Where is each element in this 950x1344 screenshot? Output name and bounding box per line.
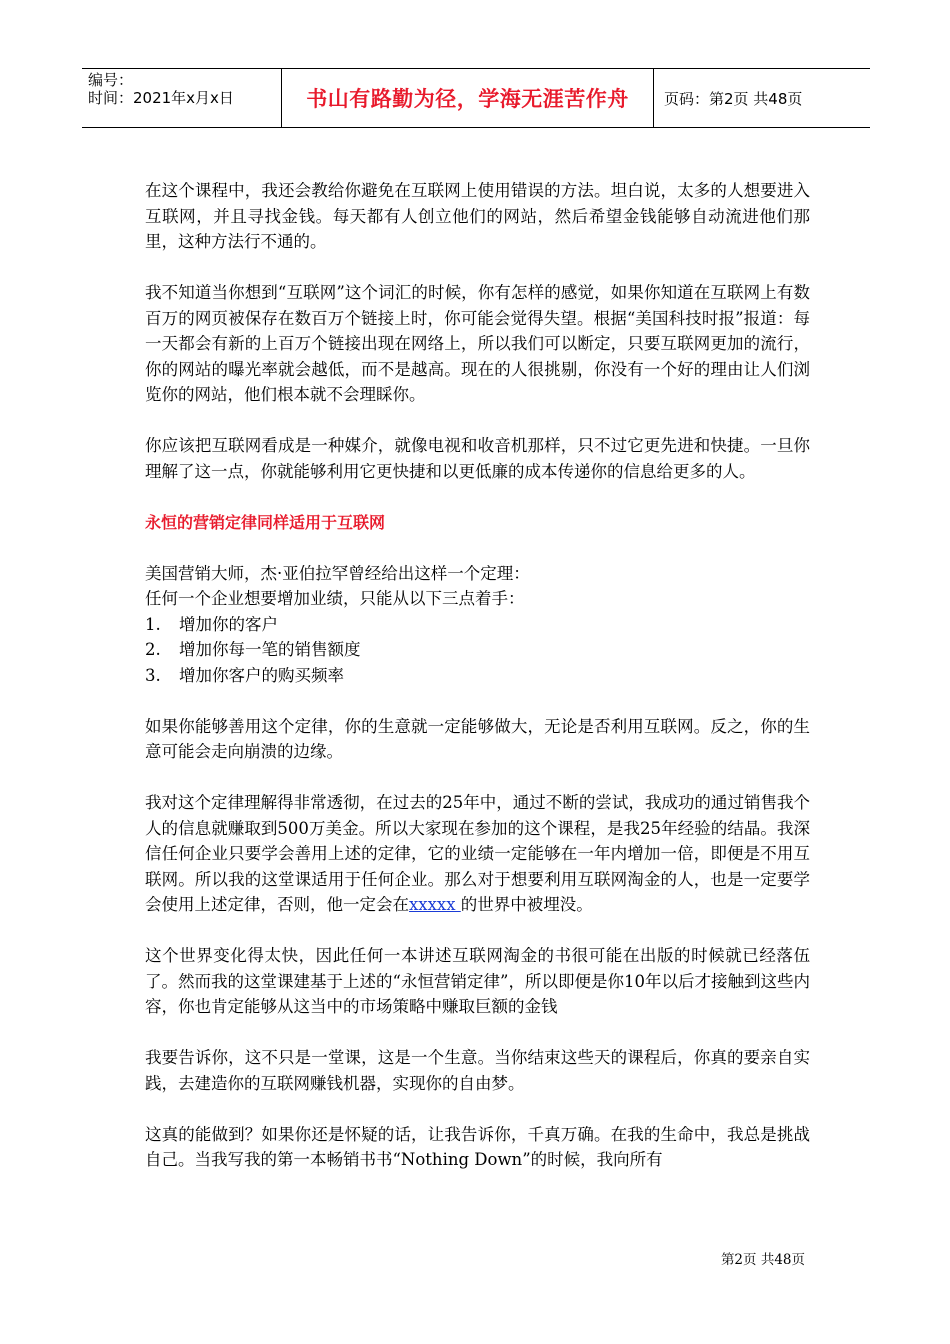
document-number-label: 编号： — [88, 71, 134, 89]
list-item — [145, 612, 810, 638]
header-meta — [82, 69, 282, 127]
list-number: 3. — [145, 665, 161, 685]
paragraph: 在这个课程中，我还会教给你避免在互联网上使用错误的方法。坦白说，太多的人想要进入互联网，并且寻找金钱。每天都有人创立他们的网站，然后希望金钱能够自动流进他们那里，这种方法行不通的。 — [145, 181, 810, 251]
document-date-label: 时间：2021年x月x日 — [88, 89, 234, 107]
list-text: 增加你每一笔的销售额度 — [179, 640, 361, 659]
paragraph: 我不知道当你想到“互联网”这个词汇的时候，你有怎样的感觉，如果你知道在互联网上有数百万的网页被保存在数百万个链接上时，你可能会觉得失望。根据“美国科技时报”报道：每一天都会有新的上百万个链接出现在网络上，所以我们可以断定，只要互联网更加的流行，你的网站的曝光率就会越低，而不是越高。现在的人很挑剔，你没有一个好的理由让人们浏览你的网站，他们根本就不会理睬你。 — [145, 283, 810, 404]
paragraph-text: 我对这个定律理解得非常透彻，在过去的25年中，通过不断的尝试，我成功的通过销售我个人的信息就赚取到500万美金。所以大家现在参加的这个课程，是我25年经验的结晶。我深信任何企业只要学会善用上述的定律，它的业绩一定能够在一年内增加一倍，即便是不用互联网。所以我的这堂课适用于任何企业。那么对于想要利用互联网淘金的人，也是一定要学会使用上述定律，否则，他一定会在 — [145, 793, 810, 914]
paragraph: 这个世界变化得太快，因此任何一本讲述互联网淘金的书很可能在出版的时候就已经落伍了。然而我的这堂课建基于上述的“永恒营销定律”，所以即便是你10年以后才接触到这些内容，你也肯定能够从这当中的市场策略中赚取巨额的金钱 — [145, 946, 810, 1016]
list-text: 增加你的客户 — [179, 614, 278, 634]
section-heading: 永恒的营销定律同样适用于互联网 — [145, 512, 386, 532]
document-body — [145, 178, 810, 1198]
page-footer-number: 第2页 共48页 — [720, 1252, 805, 1268]
paragraph: 任何一个企业想要增加业绩，只能从以下三点着手： — [145, 589, 525, 608]
paragraph: 你应该把互联网看成是一种媒介，就像电视和收音机那样，只不过它更先进和快捷。一旦你理解了这一点，你就能够利用它更快捷和以更低廉的成本传递你的信息给更多的人。 — [145, 436, 810, 481]
inline-link[interactable]: xxxxx — [409, 895, 461, 914]
paragraph: 如果你能够善用这个定律，你的生意就一定能够做大，无论是否利用互联网。反之，你的生意可能会走向崩溃的边缘。 — [145, 716, 810, 761]
paragraph — [145, 790, 810, 918]
list-item — [145, 637, 810, 663]
paragraph: 美国营销大师，杰·亚伯拉罕曾经给出这样一个定理： — [145, 563, 530, 583]
paragraph: 我要告诉你，这不只是一堂课，这是一个生意。当你结束这些天的课程后，你真的要亲自实践，去建造你的互联网赚钱机器，实现你的自由梦。 — [145, 1048, 810, 1093]
list-text: 增加你客户的购买频率 — [179, 665, 344, 685]
list-number: 2. — [145, 640, 161, 659]
numbered-list — [145, 612, 810, 689]
page-header — [82, 68, 870, 128]
list-number: 1. — [145, 614, 161, 634]
header-motto: 书山有路勤为径，学海无涯苦作舟 — [282, 69, 654, 127]
paragraph-text: 的世界中被埋没。 — [460, 895, 593, 914]
list-item — [145, 663, 810, 689]
paragraph: 这真的能做到？如果你还是怀疑的话，让我告诉你，千真万确。在我的生命中，我总是挑战自己。当我写我的第一本畅销书书“Nothing Down”的时候，我向所有 — [145, 1124, 810, 1169]
header-page-number: 页码：第2页 共48页 — [664, 89, 803, 108]
